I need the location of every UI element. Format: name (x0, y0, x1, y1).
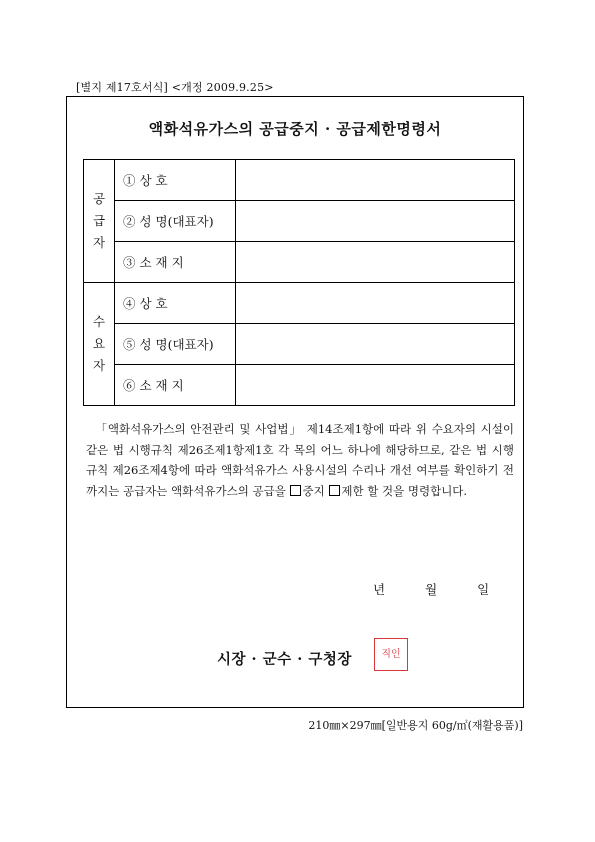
date-line (373, 580, 489, 598)
date-year-label: 년 (373, 582, 386, 597)
supplier-label-char: 급 (92, 213, 106, 228)
limit-supply-checkbox[interactable] (329, 485, 340, 496)
statement-closing-text: 할 것을 명령합니다. (367, 483, 468, 498)
supplier-address-field[interactable] (236, 242, 515, 283)
consumer-address-field[interactable] (236, 365, 515, 406)
consumer-representative-label: ⑤ 성 명(대표자) (115, 324, 236, 365)
official-seal-box: 직인 (374, 638, 408, 671)
date-month-label: 월 (425, 582, 438, 597)
limit-supply-option-label: 제한 (341, 483, 364, 498)
supplier-label-char: 공 (92, 191, 106, 206)
order-form (66, 96, 524, 708)
form-number-label: [별지 제17호서식] <개정 2009.9.25> (76, 81, 274, 94)
consumer-representative-field[interactable] (236, 324, 515, 365)
consumer-trade-name-label: ④ 상 호 (115, 283, 236, 324)
party-info-table (83, 159, 515, 406)
supplier-address-label: ③ 소 재 지 (115, 242, 236, 283)
order-statement (86, 419, 514, 501)
document-title: 액화석유가스의 공급중지 · 공급제한명령서 (148, 120, 442, 138)
supplier-group-label (84, 160, 115, 283)
statement-main-text: 「액화석유가스의 안전관리 및 사업법」 제14조제1항에 따라 위 수요자의 시설이 같은 법 시행규칙 제26조제1항제1호 각 목의 어느 하나에 해당하므로, 같은 법 시행규칙 제26조제4항에 따라 액화석유가스 사용시설의 수리나 개선 여부를 확인하기 전까지는 공급자는 액화석유가스의 공급을 (86, 422, 515, 498)
issuing-authority: 시장 · 군수 · 구청장 (217, 651, 352, 668)
consumer-label-char: 요 (92, 336, 106, 351)
stop-supply-option-label: 중지 (302, 483, 325, 498)
supplier-representative-label: ② 성 명(대표자) (115, 201, 236, 242)
consumer-label-char: 수 (92, 314, 106, 329)
consumer-address-label: ⑥ 소 재 지 (115, 365, 236, 406)
supplier-trade-name-field[interactable] (236, 160, 515, 201)
consumer-label-char: 자 (92, 358, 106, 373)
supplier-label-char: 자 (92, 235, 106, 250)
date-day-label: 일 (477, 582, 490, 597)
consumer-trade-name-field[interactable] (236, 283, 515, 324)
stop-supply-checkbox[interactable] (290, 485, 301, 496)
paper-specification: 210㎜×297㎜[일반용지 60g/㎡(재활용품)] (308, 719, 523, 732)
consumer-group-label (84, 283, 115, 406)
supplier-trade-name-label: ① 상 호 (115, 160, 236, 201)
supplier-representative-field[interactable] (236, 201, 515, 242)
